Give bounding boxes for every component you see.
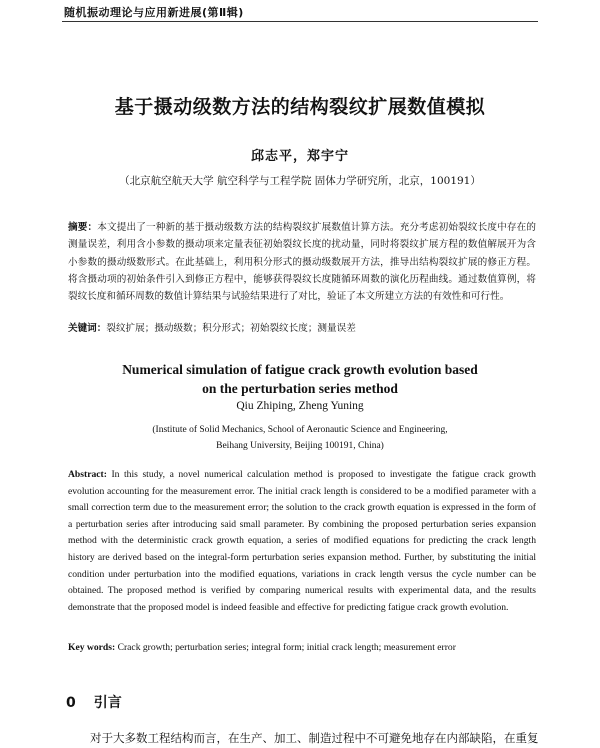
english-keywords-text: Crack growth; perturbation series; integral form; initial crack length; measurement error	[117, 642, 456, 653]
section-number: 0	[66, 695, 76, 711]
english-abstract-label: Abstract:	[68, 469, 107, 480]
english-abstract	[68, 467, 536, 616]
english-title	[0, 360, 600, 398]
chinese-affiliation: （北京航空航天大学 航空科学与工程学院 固体力学研究所，北京，100191）	[119, 175, 481, 187]
english-affiliation-line-1: (Institute of Solid Mechanics, School of Aeronautic Science and Engineering,	[152, 425, 448, 435]
english-keywords-label: Key words:	[68, 642, 116, 653]
english-affiliation-line-2: Beihang University, Beijing 100191, China)	[216, 441, 384, 451]
chinese-authors: 邱志平，郑宇宁	[250, 149, 349, 164]
chinese-keywords-text: 裂纹扩展；摄动级数；积分形式；初始裂纹长度；测量误差	[106, 323, 356, 334]
english-affiliation	[0, 422, 600, 454]
body-paragraph: 对于大多数工程结构而言，在生产、加工、制造过程中不可避免地存在内部缺陷，在重复	[90, 731, 539, 745]
section-title: 引言	[93, 695, 122, 711]
english-title-line-2: on the perturbation series method	[202, 381, 398, 396]
chinese-title: 基于摄动级数方法的结构裂纹扩展数值模拟	[114, 96, 486, 118]
english-authors: Qiu Zhiping, Zheng Yuning	[236, 400, 364, 412]
english-keywords	[68, 641, 536, 655]
chinese-keywords	[68, 322, 536, 336]
chinese-abstract-text: 本文提出了一种新的基于摄动级数方法的结构裂纹扩展数值计算方法。充分考虑初始裂纹长度中存在的测量误差，利用含小参数的摄动项来定量表征初始裂纹长度的扰动量，同时将裂纹扩展方程的数值解展开为含小参数的摄动级数形式。在此基础上，利用积分形式的摄动级数展开方法，推导出结构裂纹扩展的修正方程。将含摄动项的初始条件引入到修正方程中，能够获得裂纹长度随循环周数的演化历程曲线。通过数值算例，将裂纹长度和循环周数的数值计算结果与试验结果进行了对比，验证了本文所建立方法的有效性和可行性。	[68, 222, 537, 303]
header-rule	[62, 21, 538, 22]
english-abstract-text: In this study, a novel numerical calculation method is proposed to investigate the fatigue crack growth evolution accounting for the measurement error. The initial crack length is considered to be a modified parameter with a small correction term due to the measurement error; the solution to the crack growth equation is expressed in the form of a perturbation series after introducing said small parameter. By combining the proposed perturbation series expansion method with the deterministic crack growth equation, a series of modified equations for predicting the crack length history are derived based on the integral-form perturbation series expansion method. Further, by substituting the initial condition under perturbation into the modified equations, variations in crack length versus the cycle number can be obtained. The proposed method is verified by comparing numerical results with experimental data, and the results demonstrate that the proposed model is indeed feasible and effective for predicting fatigue crack growth evolution.	[68, 469, 536, 613]
chinese-abstract-label: 摘要：	[68, 222, 98, 233]
running-head: 随机振动理论与应用新进展(第Ⅱ辑)	[64, 6, 244, 19]
chinese-keywords-label: 关键词：	[68, 323, 107, 334]
chinese-abstract	[68, 219, 536, 305]
english-title-line-1: Numerical simulation of fatigue crack growth evolution based	[122, 362, 478, 377]
section-heading	[66, 692, 122, 712]
